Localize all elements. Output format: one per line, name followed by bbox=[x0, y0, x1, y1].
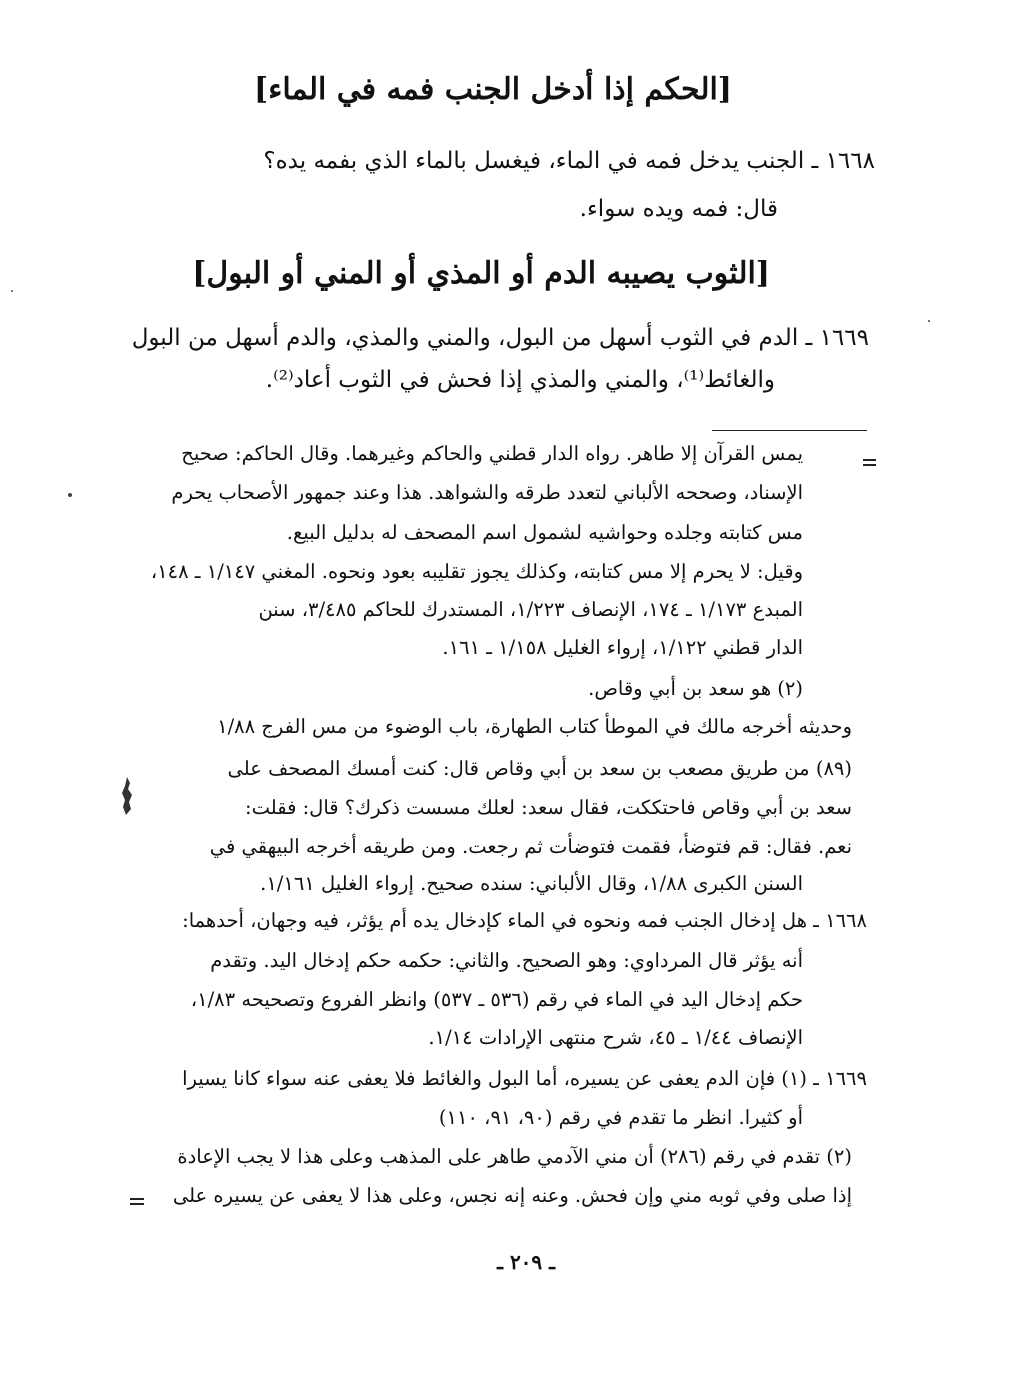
continuation-mark-top-2 bbox=[863, 464, 876, 466]
entry-1668-answer: قال: فمه ويده سواء. bbox=[579, 196, 778, 222]
scan-speck bbox=[68, 493, 72, 497]
section-heading-garment-stains: [الثوب يصيبه الدم أو المذي أو المني أو البول] bbox=[192, 256, 770, 291]
continuation-mark-top bbox=[863, 459, 876, 461]
page-number: ـ ٢٠٩ ـ bbox=[497, 1250, 555, 1274]
entry-1669-text: ١٦٦٩ ـ الدم في الثوب أسهل من البول، والمني والمذي، والدم أسهل من البول bbox=[131, 325, 869, 351]
footnote-line: (٢) تقدم في رقم (٢٨٦) أن مني الآدمي طاهر على المذهب وعلى هذا لا يجب الإعادة bbox=[177, 1145, 852, 1168]
section-heading-mouth-in-water: [الحكم إذا أدخل الجنب فمه في الماء] bbox=[254, 72, 732, 107]
footnote-line: نعم. فقال: قم فتوضأ، فقمت فتوضأت ثم رجعت. ومن طريقه أخرجه البيهقي في bbox=[209, 835, 852, 858]
continuation-mark-bottom bbox=[130, 1198, 144, 1200]
continuation-mark-bottom-2 bbox=[130, 1203, 144, 1205]
footnote-line: (٢) هو سعد بن أبي وقاص. bbox=[588, 677, 803, 700]
footnote-line: وحديثه أخرجه مالك في الموطأ كتاب الطهارة، باب الوضوء من مس الفرج ١/٨٨ bbox=[217, 715, 852, 738]
entry-1668-text: ١٦٦٨ ـ الجنب يدخل فمه في الماء، فيغسل بالماء الذي بفمه يده؟ bbox=[263, 148, 875, 174]
footnote-line: ١٦٦٩ ـ (١) فإن الدم يعفى عن يسيره، أما البول والغائط فلا يعفى عنه سواء كانا يسيرا bbox=[182, 1067, 867, 1090]
footnote-line: سعد بن أبي وقاص فاحتككت، فقال سعد: لعلك مسست ذكرك؟ قال: فقلت: bbox=[245, 796, 852, 819]
footnote-line: ١٦٦٨ ـ هل إدخال الجنب فمه ونحوه في الماء كإدخال يده أم يؤثر، فيه وجهان، أحدهما: bbox=[182, 909, 867, 932]
footnote-line: المبدع ١/١٧٣ ـ ١٧٤، الإنصاف ١/٢٢٣، المستدرك للحاكم ٣/٤٨٥، سنن bbox=[258, 598, 803, 621]
footnote-line: إذا صلى وفي ثوبه مني وإن فحش. وعنه إنه نجس، وعلى هذا لا يعفى عن يسيره على bbox=[172, 1184, 852, 1207]
footnote-line: الإسناد، وصححه الألباني لتعدد طرقه والشواهد. هذا وعند جمهور الأصحاب يحرم bbox=[171, 481, 803, 504]
footnote-line: أنه يؤثر قال المرداوي: وهو الصحيح. والثاني: حكمه حكم إدخال اليد. وتقدم bbox=[210, 949, 803, 972]
footnote-separator-line bbox=[712, 430, 867, 431]
scan-speck bbox=[928, 320, 930, 322]
footnote-line: السنن الكبرى ١/٨٨، وقال الألباني: سنده صحيح. إرواء الغليل ١/١٦١. bbox=[260, 872, 803, 895]
footnote-line: حكم إدخال اليد في الماء في رقم (٥٣٦ ـ ٥٣٧) وانظر الفروع وتصحيحه ١/٨٣، bbox=[190, 988, 803, 1011]
scan-speck bbox=[11, 290, 13, 292]
ink-smudge bbox=[120, 775, 134, 817]
footnote-line: وقيل: لا يحرم إلا مس كتابته، وكذلك يجوز تقليبه بعود ونحوه. المغني ١/١٤٧ ـ ١٤٨، bbox=[150, 560, 803, 583]
footnote-line: أو كثيرا. انظر ما تقدم في رقم (٩٠، ٩١، ١١٠) bbox=[438, 1106, 803, 1129]
entry-1669-text-continued: والغائط⁽¹⁾، والمني والمذي إذا فحش في الثوب أعاد⁽²⁾. bbox=[265, 367, 775, 393]
footnote-line: مس كتابته وجلده وحواشيه لشمول اسم المصحف له بدليل البيع. bbox=[286, 521, 803, 544]
footnote-line: الدار قطني ١/١٢٢، إرواء الغليل ١/١٥٨ ـ ١٦١. bbox=[442, 636, 803, 659]
footnote-line: يمس القرآن إلا طاهر. رواه الدار قطني والحاكم وغيرهما. وقال الحاكم: صحيح bbox=[181, 442, 803, 465]
footnote-line: (٨٩) من طريق مصعب بن سعد بن أبي وقاص قال: كنت أمسك المصحف على bbox=[227, 757, 852, 780]
footnote-line: الإنصاف ١/٤٤ ـ ٤٥، شرح منتهى الإرادات ١/١٤. bbox=[428, 1026, 803, 1049]
